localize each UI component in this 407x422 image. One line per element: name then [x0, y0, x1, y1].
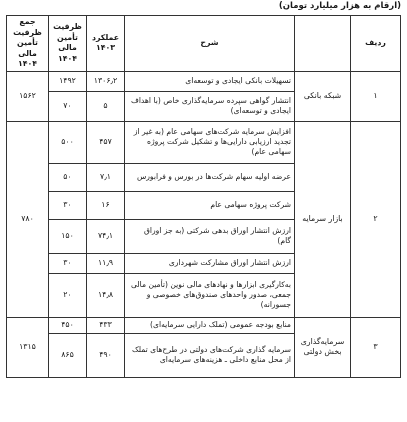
row-perf: ۴۵۷ [87, 121, 125, 163]
group-total: ۷۸۰ [7, 121, 49, 317]
row-capacity: ۲۰ [49, 273, 87, 317]
row-capacity: ۵۰ [49, 163, 87, 191]
row-description: انتشار گواهی سپرده سرمایه‌گذاری خاص (با اهداف ایجادی و توسعه‌ای) [125, 91, 295, 121]
row-perf: ۴۹۰ [87, 333, 125, 377]
row-perf: ۱۴٫۸ [87, 273, 125, 317]
header-category [295, 16, 351, 72]
row-capacity: ۴۵۰ [49, 317, 87, 333]
row-description: افزایش سرمایه شرکت‌های سهامی عام (به غیر از تجدید ارزیابی دارایی‌ها و تشکیل شرکت پروژه سهامی عام) [125, 121, 295, 163]
row-capacity: ۱۵۰ [49, 219, 87, 253]
row-perf: ۵ [87, 91, 125, 121]
group-total: ۱۵۶۲ [7, 71, 49, 121]
group-index: ۱ [351, 71, 401, 121]
row-capacity: ۵۰۰ [49, 121, 87, 163]
row-perf: ۱۱٫۹ [87, 253, 125, 273]
group-index: ۲ [351, 121, 401, 317]
row-capacity: ۱۴۹۲ [49, 71, 87, 91]
financing-table [6, 15, 401, 378]
table-row [7, 317, 401, 333]
group-index: ۳ [351, 317, 401, 377]
group-category: بازار سرمایه [295, 121, 351, 317]
row-capacity: ۳۰ [49, 191, 87, 219]
header-row [7, 16, 401, 72]
row-perf: ۷۴٫۱ [87, 219, 125, 253]
row-description: شرکت پروژه سهامی عام [125, 191, 295, 219]
row-perf: ۷٫۱ [87, 163, 125, 191]
row-description: منابع بودجه عمومی (تملک دارایی سرمایه‌ای) [125, 317, 295, 333]
row-description: سرمایه گذاری شرکت‌های دولتی در طرح‌های تملک از محل منابع داخلی ـ هزینه‌های سرمایه‌ای [125, 333, 295, 377]
header-perf-1403: عملکرد ۱۴۰۳ [87, 16, 125, 72]
unit-note: (ارقام به هزار میلیارد تومان) [278, 1, 401, 11]
header-total-capacity: جمع ظرفیت تأمین مالی ۱۴۰۴ [7, 16, 49, 72]
row-capacity: ۸۶۵ [49, 333, 87, 377]
group-category: شبکه بانکی [295, 71, 351, 121]
header-capacity-1404: ظرفیت تأمین مالی ۱۴۰۴ [49, 16, 87, 72]
row-description: ارزش انتشار اوراق مشارکت شهرداری [125, 253, 295, 273]
header-index: ردیف [351, 16, 401, 72]
header-description: شرح [125, 16, 295, 72]
row-description: ارزش انتشار اوراق بدهی شرکتی (به جز اوراق گام) [125, 219, 295, 253]
row-capacity: ۳۰ [49, 253, 87, 273]
row-description: عرضه اولیه سهام شرکت‌ها در بورس و فرابورس [125, 163, 295, 191]
table-row [7, 121, 401, 163]
group-category: سرمایه‌گذاری بخش دولتی [295, 317, 351, 377]
row-capacity: ۷۰ [49, 91, 87, 121]
row-perf: ۱۳۰۶٫۲ [87, 71, 125, 91]
table-row [7, 71, 401, 91]
row-description: به‌کارگیری ابزارها و نهادهای مالی نوین (تأمین مالی جمعی، صدور واحدهای صندوق‌های خصوصی و جسورانه) [125, 273, 295, 317]
row-description: تسهیلات بانکی ایجادی و توسعه‌ای [125, 71, 295, 91]
row-perf: ۴۳۳ [87, 317, 125, 333]
row-perf: ۱۶ [87, 191, 125, 219]
group-total: ۱۳۱۵ [7, 317, 49, 377]
